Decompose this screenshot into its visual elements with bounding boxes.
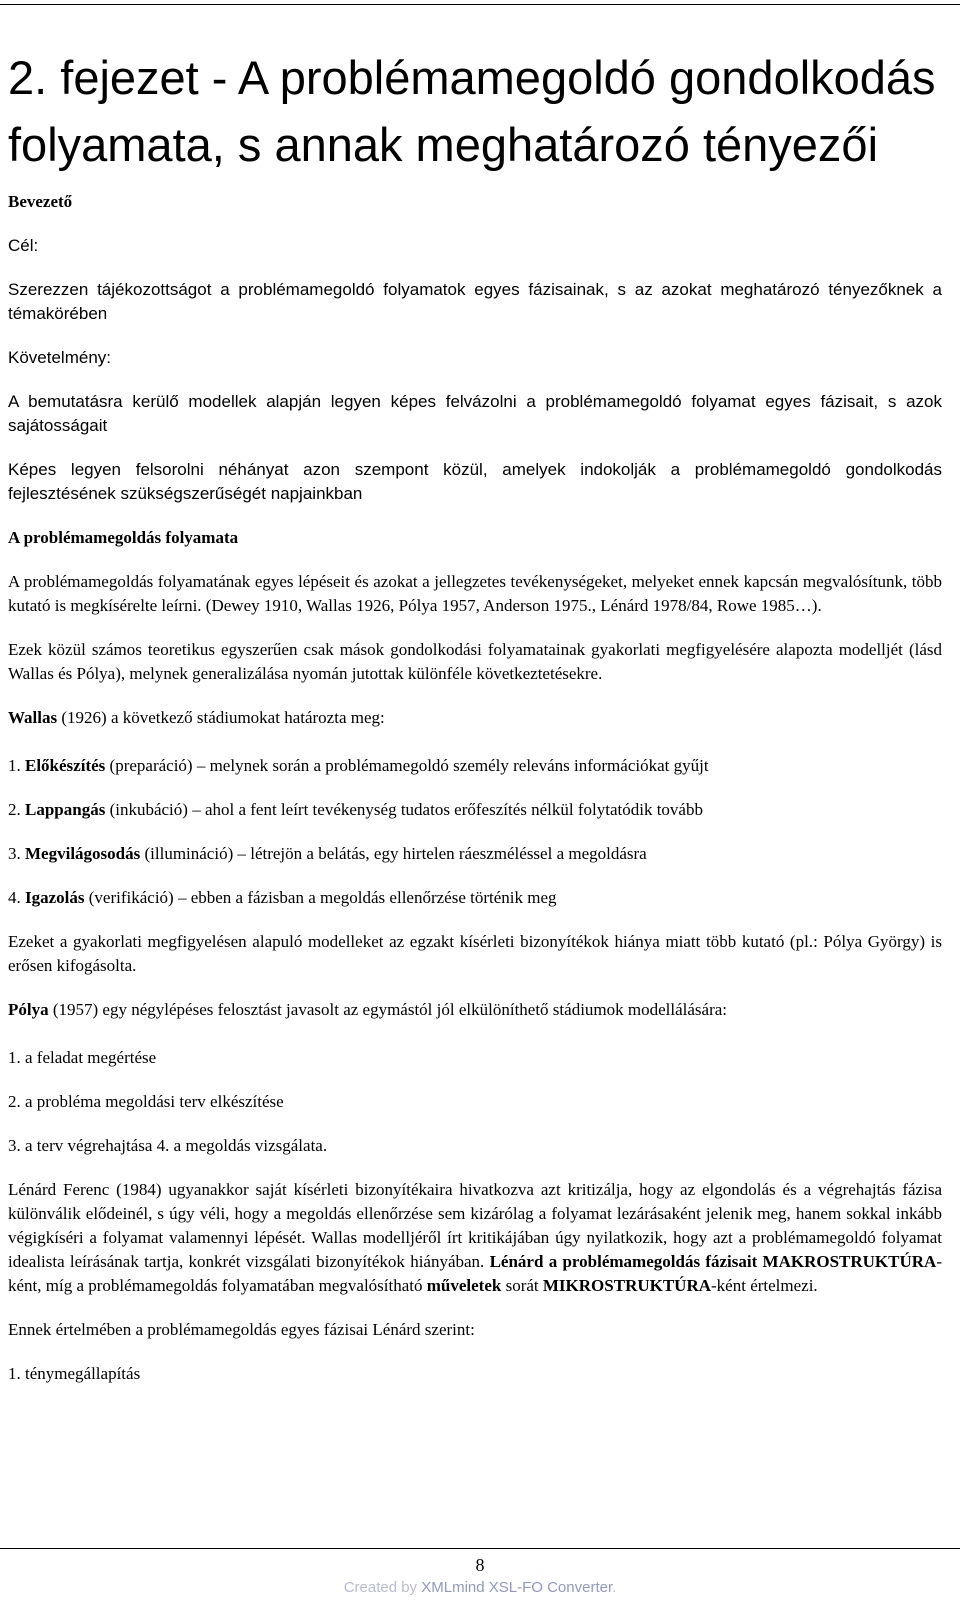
requirement-2: Képes legyen felsorolni néhányat azon szempont közül, amelyek indokolják a problémamegoldó gondolkodás fejlesztésének szükségszerűségét napjainkban <box>8 460 942 503</box>
converter-credit: Created by XMLmind XSL-FO Converter. <box>343 1579 617 1596</box>
wallas-step: 3. Megvilágosodás (illumináció) – létrejön a belátás, egy hirtelen ráeszméléssel a megoldásra <box>8 844 647 863</box>
page-number: 8 <box>475 1555 485 1575</box>
top-rule <box>0 4 960 5</box>
wallas-step: 2. Lappangás (inkubáció) – ahol a fent leírt tevékenység tudatos erőfeszítés nélkül folytatódik tovább <box>8 800 703 819</box>
paragraph-4: Ennek értelmében a problémamegoldás egyes fázisai Lénárd szerint: <box>8 1320 475 1339</box>
intro-heading: Bevezető <box>8 192 73 211</box>
polya-step: 2. a probléma megoldási terv elkészítése <box>8 1092 284 1111</box>
paragraph-3: Ezeket a gyakorlati megfigyelésen alapuló modelleket az egzakt kísérleti bizonyítékok hiánya miatt több kutató (pl.: Pólya György) is erősen kifogásolta. <box>8 932 942 975</box>
requirement-1: A bemutatásra kerülő modellek alapján legyen képes felvázolni a problémamegoldó folyamat egyes fázisait, s azok sajátosságait <box>8 392 942 435</box>
goal-label: Cél: <box>8 236 39 255</box>
polya-step: 1. a feladat megértése <box>8 1048 157 1067</box>
paragraph-2: Ezek közül számos teoretikus egyszerűen csak mások gondolkodási folyamatainak gyakorlati megfigyelésére alapozta modelljét (lásd Wallas és Pólya), melynek generalizálása nyomán jutottak különféle következtetésekre. <box>8 640 942 683</box>
chapter-title: 2. fejezet - A problémamegoldó gondolkodás folyamata, s annak meghatározó tényezői <box>8 51 936 171</box>
section-heading: A problémamegoldás folyamata <box>8 528 239 547</box>
document-page <box>8 44 942 1386</box>
wallas-step: 4. Igazolás (verifikáció) – ebben a fázisban a megoldás ellenőrzése történik meg <box>8 888 557 907</box>
lenard-step: 1. ténymegállapítás <box>8 1364 141 1383</box>
wallas-step: 1. Előkészítés (preparáció) – melynek során a problémamegoldó személy releváns információkat gyűjt <box>8 756 709 775</box>
footer-rule <box>0 1548 960 1549</box>
paragraph-1: A problémamegoldás folyamatának egyes lépéseit és azokat a jellegzetes tevékenységeket, melyeket ennek kapcsán megvalósítunk, több kutató is megkísérelte leírni. (Dewey 1910, Wallas 1926, Pólya 1957, Anderson 1975., Lénárd 1978/84, Rowe 1985…). <box>8 572 942 615</box>
wallas-intro: Wallas (1926) a következő stádiumokat határozta meg: <box>8 708 385 727</box>
requirement-label: Követelmény: <box>8 348 111 367</box>
goal-text: Szerezzen tájékozottságot a problémamegoldó folyamatok egyes fázisainak, s az azokat meghatározó tényezőknek a témakörében <box>8 280 942 323</box>
lenard-paragraph: Lénárd Ferenc (1984) ugyanakkor saját kísérleti bizonyítékaira hivatkozva azt kritizálja, hogy az elgondolás és a végrehajtás fázisa különválik elődeinél, s úgy véli, hogy a megoldás ellenőrzése sem kizárólag a folyamat lezárásaként jelenik meg, hanem sokkal inkább végigkíséri a folyamat valamennyi lépését. Wallas modelljéről írt kritikájában úgy nyilatkozik, hogy azt a problémamegoldó folyamat idealista leírásának tartja, konkrét vizsgálati bizonyítékok hiányában. Lénárd a problémamegoldás fázisait MAKROSTRUKTÚRA-ként, míg a problémamegoldás folyamatában megvalósítható műveletek sorát MIKROSTRUKTÚRA-ként értelmezi. <box>8 1180 942 1295</box>
polya-intro: Pólya (1957) egy négylépéses felosztást javasolt az egymástól jól elkülöníthető stádiumok modellálására: <box>8 1000 728 1019</box>
polya-step: 3. a terv végrehajtása 4. a megoldás vizsgálata. <box>8 1136 328 1155</box>
